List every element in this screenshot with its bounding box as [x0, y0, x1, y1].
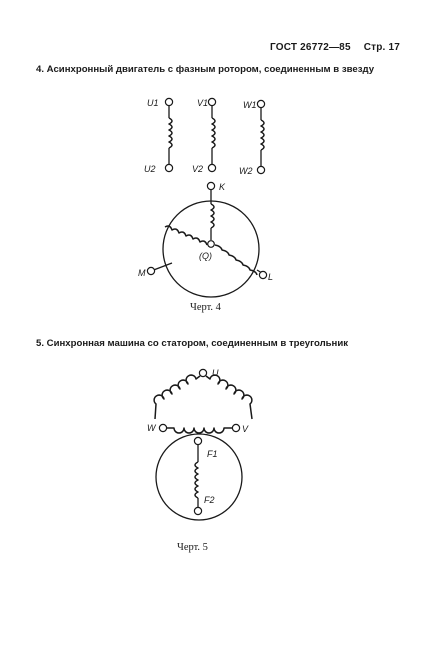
field-winding: [156, 434, 242, 520]
stator-winding-u: [144, 98, 173, 174]
label-q: (Q): [199, 251, 212, 261]
label-u: U: [212, 368, 219, 378]
label-v2: V2: [192, 164, 204, 174]
terminal-f1: [194, 437, 201, 444]
figure-5-caption: Черт. 5: [177, 542, 208, 553]
terminal-u1: [165, 98, 172, 105]
label-m: M: [138, 268, 146, 278]
label-k: K: [219, 182, 226, 192]
label-v1: V1: [197, 98, 209, 108]
figure-5-diagram: [140, 360, 260, 525]
stator-winding-v: [192, 98, 216, 174]
standard-number: ГОСТ 26772—85: [270, 42, 351, 53]
label-l: L: [268, 272, 274, 282]
label-v: V: [242, 424, 249, 434]
terminal-v2: [208, 164, 215, 171]
terminal-w1: [257, 100, 264, 107]
terminal-w: [159, 424, 166, 431]
label-w2: W2: [239, 166, 253, 176]
terminal-k: [207, 182, 214, 189]
terminal-v: [232, 424, 239, 431]
terminal-q: [208, 241, 215, 248]
stator-winding-w: [239, 100, 265, 176]
label-f1: F1: [207, 449, 218, 459]
terminal-w2: [257, 166, 264, 173]
page-header: [270, 42, 410, 53]
section-5-heading: 5. Синхронная машина со статором, соединенным в треугольник: [36, 338, 349, 349]
rotor-star-winding: [138, 182, 273, 297]
label-w1: W1: [243, 100, 257, 110]
section-4-heading: 4. Асинхронный двигатель с фазным ротором, соединенным в звезду: [36, 64, 375, 75]
terminal-u2: [165, 164, 172, 171]
figure-4-caption: Черт. 4: [190, 302, 221, 313]
label-w: W: [147, 423, 156, 433]
label-f2: F2: [204, 495, 215, 505]
terminal-m: [147, 267, 154, 274]
label-u1: U1: [147, 98, 159, 108]
terminal-u: [199, 369, 206, 376]
terminal-f2: [194, 507, 201, 514]
terminal-v1: [208, 98, 215, 105]
figure-4-diagram: [130, 92, 290, 302]
page-number: Стр. 17: [363, 42, 401, 53]
stator-delta-winding: [147, 368, 252, 434]
terminal-l: [259, 271, 266, 278]
label-u2: U2: [144, 164, 156, 174]
